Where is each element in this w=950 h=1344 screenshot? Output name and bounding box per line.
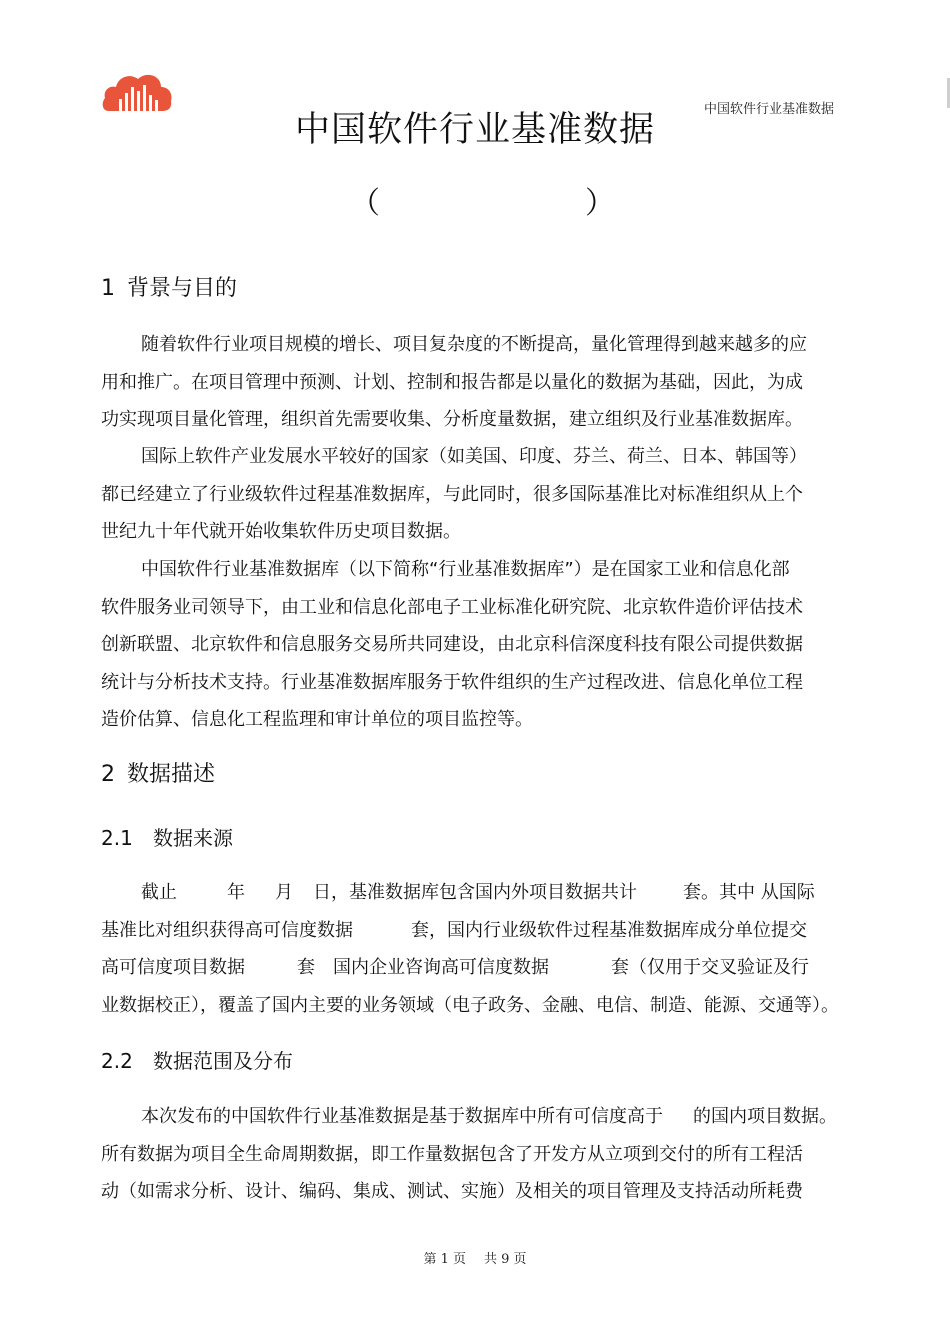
text-line: 业数据校正），覆盖了国内主要的业务领域（电子政务、金融、电信、制造、能源、交通等）。 bbox=[101, 994, 839, 1016]
text-line: 都已经建立了行业级软件过程基准数据库，与此同时，很多国际基准比对标准组织从上个 bbox=[101, 483, 803, 505]
text-line: 国际上软件产业发展水平较好的国家（如美国、印度、芬兰、荷兰、日本、韩国等） bbox=[141, 446, 807, 467]
text-line: 随着软件行业项目规模的增长、项目复杂度的不断提高，量化管理得到越来越多的应 bbox=[141, 334, 807, 355]
section-number: 2 bbox=[101, 762, 115, 787]
text-fragment: 日，基准数据库包含国内外项目数据共计 bbox=[313, 882, 637, 903]
text-line: 创新联盟、北京软件和信息服务交易所共同建设，由北京科信深度科技有限公司提供数据 bbox=[101, 634, 803, 655]
paragraph-background-1 bbox=[101, 326, 861, 439]
page-number-label: 第 1 页 bbox=[423, 1252, 466, 1267]
text-line: 用和推广。在项目管理中预测、计划、控制和报告都是以量化的数据为基础，因此，为成 bbox=[101, 371, 803, 393]
paragraph-data-source bbox=[101, 874, 861, 1024]
text-line: 中国软件行业基准数据库（以下简称“行业基准数据库”）是在国家工业和信息化部 bbox=[141, 559, 790, 580]
text-fragment: 国内企业咨询高可信度数据 bbox=[333, 957, 549, 978]
subsection-title: 数据来源 bbox=[153, 826, 233, 850]
text-fragment: 套 bbox=[297, 957, 315, 978]
text-fragment: 套，国内行业级软件过程基准数据库成分单位提交 bbox=[411, 919, 807, 941]
section-title: 数据描述 bbox=[127, 762, 216, 787]
text-line bbox=[101, 1098, 861, 1136]
text-fragment: 本次发布的中国软件行业基准数据是基于数据库中所有可信度高于 bbox=[141, 1106, 663, 1127]
text-line bbox=[101, 949, 861, 987]
text-fragment: 高可信度项目数据 bbox=[101, 957, 245, 978]
text-line: 功实现项目量化管理，组织首先需要收集、分析度量数据，建立组织及行业基准数据库。 bbox=[101, 409, 803, 430]
paragraph-background-3 bbox=[101, 551, 861, 739]
page-footer bbox=[0, 1248, 950, 1267]
subsection-heading-2-2 bbox=[101, 1045, 293, 1074]
subtitle-paren-right: ） bbox=[585, 186, 615, 221]
text-fragment: 的国内项目数据。 bbox=[693, 1106, 837, 1127]
section-number: 1 bbox=[101, 276, 115, 301]
subsection-number: 2.2 bbox=[101, 1049, 133, 1073]
subtitle-paren-left: （ bbox=[350, 186, 380, 221]
text-line: 动（如需求分析、设计、编码、集成、测试、实施）及相关的项目管理及支持活动所耗费 bbox=[101, 1181, 803, 1202]
section-heading-2 bbox=[101, 757, 215, 788]
subsection-number: 2.1 bbox=[101, 826, 133, 850]
text-line: 造价估算、信息化工程监理和审计单位的项目监控等。 bbox=[101, 709, 533, 730]
text-fragment: 套（仅用于交叉验证及行 bbox=[611, 957, 809, 978]
text-line: 世纪九十年代就开始收集软件历史项目数据。 bbox=[101, 521, 461, 542]
document-title: 中国软件行业基准数据 bbox=[294, 110, 655, 150]
text-line bbox=[101, 912, 861, 950]
page-total-label: 共 9 页 bbox=[484, 1252, 527, 1267]
text-line: 统计与分析技术支持。行业基准数据库服务于软件组织的生产过程改进、信息化单位工程 bbox=[101, 671, 803, 693]
paragraph-data-scope bbox=[101, 1098, 861, 1211]
text-fragment: 截止 bbox=[141, 882, 177, 903]
text-fragment: 年 bbox=[227, 882, 245, 903]
text-line bbox=[101, 874, 861, 912]
text-fragment: 月 bbox=[275, 882, 293, 903]
section-title: 背景与目的 bbox=[127, 276, 238, 301]
text-line: 所有数据为项目全生命周期数据，即工作量数据包含了开发方从立项到交付的所有工程活 bbox=[101, 1143, 803, 1165]
section-heading-1 bbox=[101, 271, 237, 302]
text-line: 软件服务业司领导下，由工业和信息化部电子工业标准化研究院、北京软件造价评估技术 bbox=[101, 596, 803, 618]
text-fragment: 套。其中 从国际 bbox=[683, 882, 815, 903]
running-header: 中国软件行业基准数据 bbox=[704, 102, 835, 117]
subsection-heading-2-1 bbox=[101, 822, 233, 851]
paragraph-background-2 bbox=[101, 438, 861, 551]
subsection-title: 数据范围及分布 bbox=[153, 1049, 293, 1073]
text-fragment: 基准比对组织获得高可信度数据 bbox=[101, 919, 353, 941]
